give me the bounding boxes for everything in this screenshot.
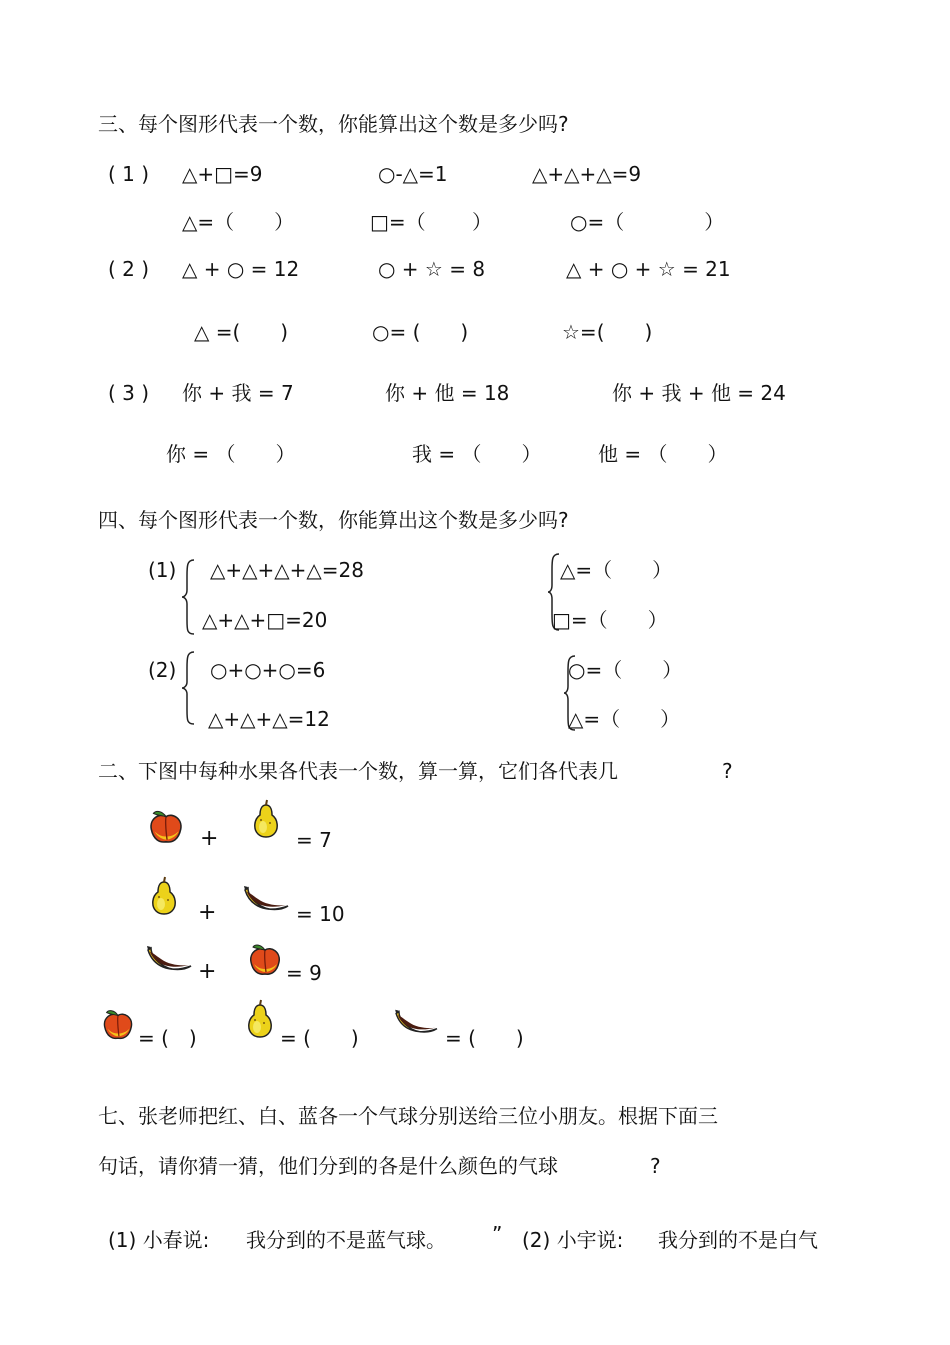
row-2-result: = 10	[296, 902, 345, 926]
problem-3-equation-2: 你 + 他 = 18	[385, 381, 510, 405]
row-1-plus: +	[200, 826, 219, 851]
system-2-answer-circle[interactable]: ○=（ ）	[568, 658, 683, 682]
system-2-answer-triangle[interactable]: △=（ ）	[568, 707, 681, 731]
peach-icon	[244, 938, 286, 978]
system-1-label: (1)	[148, 558, 177, 582]
system-1-answer-square[interactable]: □=（ ）	[552, 608, 668, 632]
clue-1-label: (1) 小春说:	[108, 1228, 210, 1252]
problem-2-equation-1: △ + ○ = 12	[182, 257, 300, 281]
peach-icon	[145, 804, 187, 846]
section7-question-mark: ?	[650, 1154, 661, 1178]
section4-heading: 四、每个图形代表一个数，你能算出这个数是多少吗?	[98, 508, 569, 532]
problem-2-label: ( 2 )	[108, 257, 150, 281]
left-brace-icon	[180, 558, 198, 636]
section7-line-2: 句话，请你猜一猜，他们分到的各是什么颜色的气球	[98, 1154, 558, 1178]
system-2-equation-2: △+△+△=12	[208, 707, 330, 731]
system-2-equation-1: ○+○+○=6	[210, 658, 326, 682]
problem-3-equation-3: 你 + 我 + 他 = 24	[612, 381, 786, 405]
clue-2-label: (2) 小宇说:	[522, 1228, 624, 1252]
answer-pear[interactable]: = ( )	[280, 1026, 359, 1050]
problem-1-equation-2: ○-△=1	[378, 162, 448, 186]
problem-3-answer-ni[interactable]: 你 = （ ）	[166, 442, 296, 466]
problem-3-equation-1: 你 + 我 = 7	[182, 381, 294, 405]
row-2-plus: +	[198, 900, 217, 925]
section2-heading: 二、下图中每种水果各代表一个数，算一算，它们各代表几	[98, 759, 618, 783]
system-1-equation-1: △+△+△+△=28	[210, 558, 365, 582]
row-3-result: = 9	[286, 961, 322, 985]
section7-line-1: 七、张老师把红、白、蓝各一个气球分别送给三位小朋友。根据下面三	[98, 1104, 718, 1128]
row-1-result: = 7	[296, 828, 332, 852]
problem-3-answer-wo[interactable]: 我 = （ ）	[412, 442, 542, 466]
banana-icon	[144, 940, 196, 980]
row-3-plus: +	[198, 959, 217, 984]
section3-heading: 三、每个图形代表一个数，你能算出这个数是多少吗?	[98, 112, 569, 136]
problem-1-label: ( 1 )	[108, 162, 150, 186]
system-1-equation-2: △+△+□=20	[202, 608, 328, 632]
problem-1-equation-1: △+□=9	[182, 162, 263, 186]
problem-2-answer-star[interactable]: ☆=( )	[562, 320, 653, 344]
problem-1-answer-triangle[interactable]: △=（ ）	[182, 210, 295, 234]
problem-1-answer-circle[interactable]: ○=（ ）	[570, 210, 725, 234]
section2-question-mark: ?	[722, 759, 733, 783]
pear-icon	[144, 874, 184, 918]
banana-icon	[240, 880, 294, 920]
problem-2-answer-circle[interactable]: ○= ( )	[372, 320, 469, 344]
pear-icon	[240, 998, 280, 1040]
problem-1-answer-square[interactable]: □=（ ）	[370, 210, 493, 234]
problem-3-label: ( 3 )	[108, 381, 150, 405]
problem-1-equation-3: △+△+△=9	[532, 162, 642, 186]
problem-3-answer-ta[interactable]: 他 = （ ）	[598, 442, 728, 466]
answer-banana[interactable]: = ( )	[445, 1026, 524, 1050]
problem-2-equation-2: ○ + ☆ = 8	[378, 257, 486, 281]
problem-2-equation-3: △ + ○ + ☆ = 21	[566, 257, 731, 281]
banana-icon	[390, 1004, 444, 1042]
clue-1-quote: ”	[492, 1222, 503, 1246]
peach-icon	[97, 1004, 139, 1042]
clue-2-text: 我分到的不是白气	[658, 1228, 818, 1252]
problem-2-answer-triangle[interactable]: △ =( )	[194, 320, 289, 344]
pear-icon	[246, 798, 286, 840]
system-2-label: (2)	[148, 658, 177, 682]
left-brace-icon	[180, 650, 198, 726]
system-1-answer-triangle[interactable]: △=（ ）	[560, 558, 673, 582]
clue-1-text: 我分到的不是蓝气球。	[246, 1228, 446, 1252]
answer-peach[interactable]: = ( )	[138, 1026, 197, 1050]
